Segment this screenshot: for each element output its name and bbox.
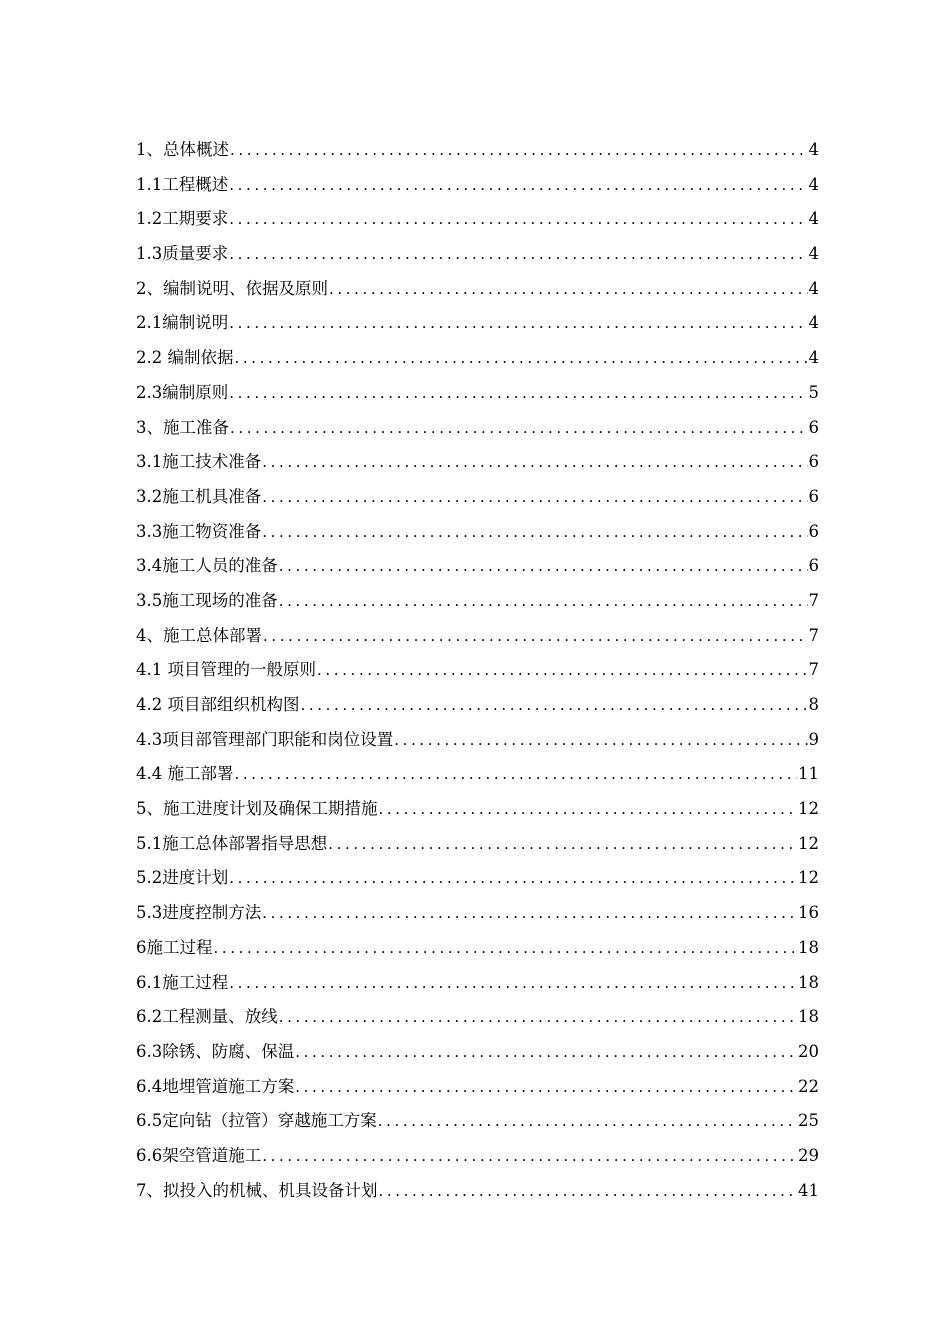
dot-leader (379, 792, 798, 827)
toc-entry-page-number: 6 (808, 556, 819, 576)
toc-entry-page-number: 4 (808, 244, 819, 264)
toc-entry[interactable] (136, 1035, 819, 1070)
toc-entry[interactable] (136, 931, 819, 966)
toc-entry-title: 6.6架空管道施工 (136, 1145, 262, 1165)
toc-entry-title: 4.3项目部管理部门职能和岗位设置 (136, 729, 394, 749)
toc-entry-page-number: 4 (808, 348, 819, 368)
dot-leader (262, 515, 807, 550)
toc-entry[interactable] (136, 515, 819, 550)
toc-entry-page-number: 18 (798, 972, 819, 992)
dot-leader (229, 168, 807, 203)
toc-entry-title: 2.1编制说明 (136, 313, 229, 333)
toc-entry-title: 5.2进度计划 (136, 868, 229, 888)
dot-leader (229, 202, 807, 237)
dot-leader (317, 653, 808, 688)
toc-entry-page-number: 9 (808, 729, 819, 749)
dot-leader (379, 1174, 798, 1209)
dot-leader (229, 861, 797, 896)
toc-entry-page-number: 6 (808, 486, 819, 506)
toc-entry[interactable] (136, 272, 819, 307)
toc-entry-title: 7、拟投入的机械、机具设备计划 (136, 1180, 378, 1200)
dot-leader (229, 306, 807, 341)
toc-entry-page-number: 4 (808, 209, 819, 229)
toc-entry[interactable] (136, 896, 819, 931)
toc-entry[interactable] (136, 445, 819, 480)
toc-entry-page-number: 29 (798, 1145, 819, 1165)
toc-entry-title: 6.4地埋管道施工方案 (136, 1076, 295, 1096)
toc-entry-title: 2.3编制原则 (136, 382, 229, 402)
dot-leader (394, 723, 807, 758)
toc-entry[interactable] (136, 723, 819, 758)
dot-leader (230, 411, 808, 446)
toc-entry-page-number: 22 (798, 1076, 819, 1096)
dot-leader (235, 341, 808, 376)
dot-leader (262, 445, 807, 480)
dot-leader (378, 1104, 797, 1139)
toc-entry[interactable] (136, 619, 819, 654)
toc-entry-title: 4.1 项目管理的一般原则 (136, 660, 316, 680)
toc-entry-title: 3.2施工机具准备 (136, 486, 262, 506)
toc-entry-page-number: 25 (798, 1111, 819, 1131)
toc-entry-page-number: 12 (798, 833, 819, 853)
toc-entry-page-number: 4 (808, 313, 819, 333)
toc-entry-title: 6.1施工过程 (136, 972, 229, 992)
toc-entry[interactable] (136, 1070, 819, 1105)
toc-entry-title: 6.3除锈、防腐、保温 (136, 1041, 295, 1061)
dot-leader (214, 931, 798, 966)
dot-leader (230, 133, 808, 168)
toc-entry[interactable] (136, 376, 819, 411)
toc-entry-page-number: 7 (808, 590, 819, 610)
toc-entry[interactable] (136, 584, 819, 619)
toc-entry[interactable] (136, 168, 819, 203)
toc-entry-page-number: 6 (808, 417, 819, 437)
toc-entry-page-number: 5 (808, 382, 819, 402)
toc-entry-title: 3.5施工现场的准备 (136, 590, 278, 610)
toc-entry-page-number: 4 (808, 278, 819, 298)
dot-leader (295, 1035, 797, 1070)
toc-entry-title: 6.2工程测量、放线 (136, 1007, 278, 1027)
toc-entry-title: 5.3进度控制方法 (136, 903, 262, 923)
toc-entry-title: 5.1施工总体部署指导思想 (136, 833, 328, 853)
toc-entry-title: 1.3质量要求 (136, 244, 229, 264)
toc-entry-title: 4.4 施工部署 (136, 764, 234, 784)
toc-entry[interactable] (136, 237, 819, 272)
toc-entry-title: 1.2工期要求 (136, 209, 229, 229)
toc-entry-page-number: 18 (798, 1007, 819, 1027)
dot-leader (263, 619, 808, 654)
toc-entry-title: 3、施工准备 (136, 417, 229, 437)
toc-entry[interactable] (136, 688, 819, 723)
dot-leader (262, 896, 797, 931)
dot-leader (279, 549, 808, 584)
toc-entry-title: 2、编制说明、依据及原则 (136, 278, 328, 298)
toc-entry-title: 5、施工进度计划及确保工期措施 (136, 799, 378, 819)
toc-entry[interactable] (136, 202, 819, 237)
toc-entry[interactable] (136, 1139, 819, 1174)
toc-entry-page-number: 4 (808, 140, 819, 159)
toc-entry-page-number: 16 (798, 903, 819, 923)
toc-entry[interactable] (136, 549, 819, 584)
toc-entry-page-number: 18 (798, 937, 819, 957)
toc-entry[interactable] (136, 306, 819, 341)
toc-entry[interactable] (136, 792, 819, 827)
dot-leader (328, 827, 797, 862)
toc-entry-page-number: 6 (808, 452, 819, 472)
toc-entry[interactable] (136, 411, 819, 446)
toc-entry[interactable] (136, 1104, 819, 1139)
dot-leader (295, 1070, 797, 1105)
toc-entry-title: 1.1工程概述 (136, 174, 229, 194)
toc-entry-title: 4、施工总体部署 (136, 625, 262, 645)
toc-entry[interactable] (136, 341, 819, 376)
toc-entry-page-number: 12 (798, 868, 819, 888)
toc-entry[interactable] (136, 827, 819, 862)
dot-leader (262, 1139, 797, 1174)
dot-leader (229, 966, 797, 1001)
toc-entry[interactable] (136, 966, 819, 1001)
dot-leader (279, 584, 808, 619)
toc-entry-title: 1、总体概述 (136, 140, 229, 159)
toc-entry-page-number: 41 (798, 1180, 819, 1200)
dot-leader (229, 376, 807, 411)
toc-entry-page-number: 4 (808, 174, 819, 194)
toc-entry-title: 2.2 编制依据 (136, 348, 234, 368)
toc-entry[interactable] (136, 861, 819, 896)
toc-entry-page-number: 11 (798, 764, 819, 784)
toc-entry[interactable] (136, 1174, 819, 1209)
toc-entry-title: 3.4施工人员的准备 (136, 556, 278, 576)
dot-leader (235, 757, 798, 792)
toc-entry-page-number: 12 (798, 799, 819, 819)
toc-entry-title: 6施工过程 (136, 937, 213, 957)
toc-entry[interactable] (136, 133, 819, 168)
toc-entry[interactable] (136, 1000, 819, 1035)
toc-entry[interactable] (136, 480, 819, 515)
toc-entry-page-number: 7 (808, 660, 819, 680)
toc-entry[interactable] (136, 757, 819, 792)
toc-entry-page-number: 20 (798, 1041, 819, 1061)
toc-entry-page-number: 6 (808, 521, 819, 541)
toc-entry-title: 4.2 项目部组织机构图 (136, 695, 300, 714)
toc-entry-page-number: 8 (808, 695, 819, 714)
toc-entry[interactable] (136, 653, 819, 688)
toc-entry-title: 3.1施工技术准备 (136, 452, 262, 472)
dot-leader (279, 1000, 797, 1035)
dot-leader (329, 272, 808, 307)
toc-entry-title: 6.5定向钻（拉管）穿越施工方案 (136, 1111, 377, 1131)
dot-leader (262, 480, 807, 515)
dot-leader (229, 237, 807, 272)
table-of-contents (136, 133, 819, 1208)
toc-entry-title: 3.3施工物资准备 (136, 521, 262, 541)
toc-entry-page-number: 7 (808, 625, 819, 645)
dot-leader (301, 688, 808, 723)
